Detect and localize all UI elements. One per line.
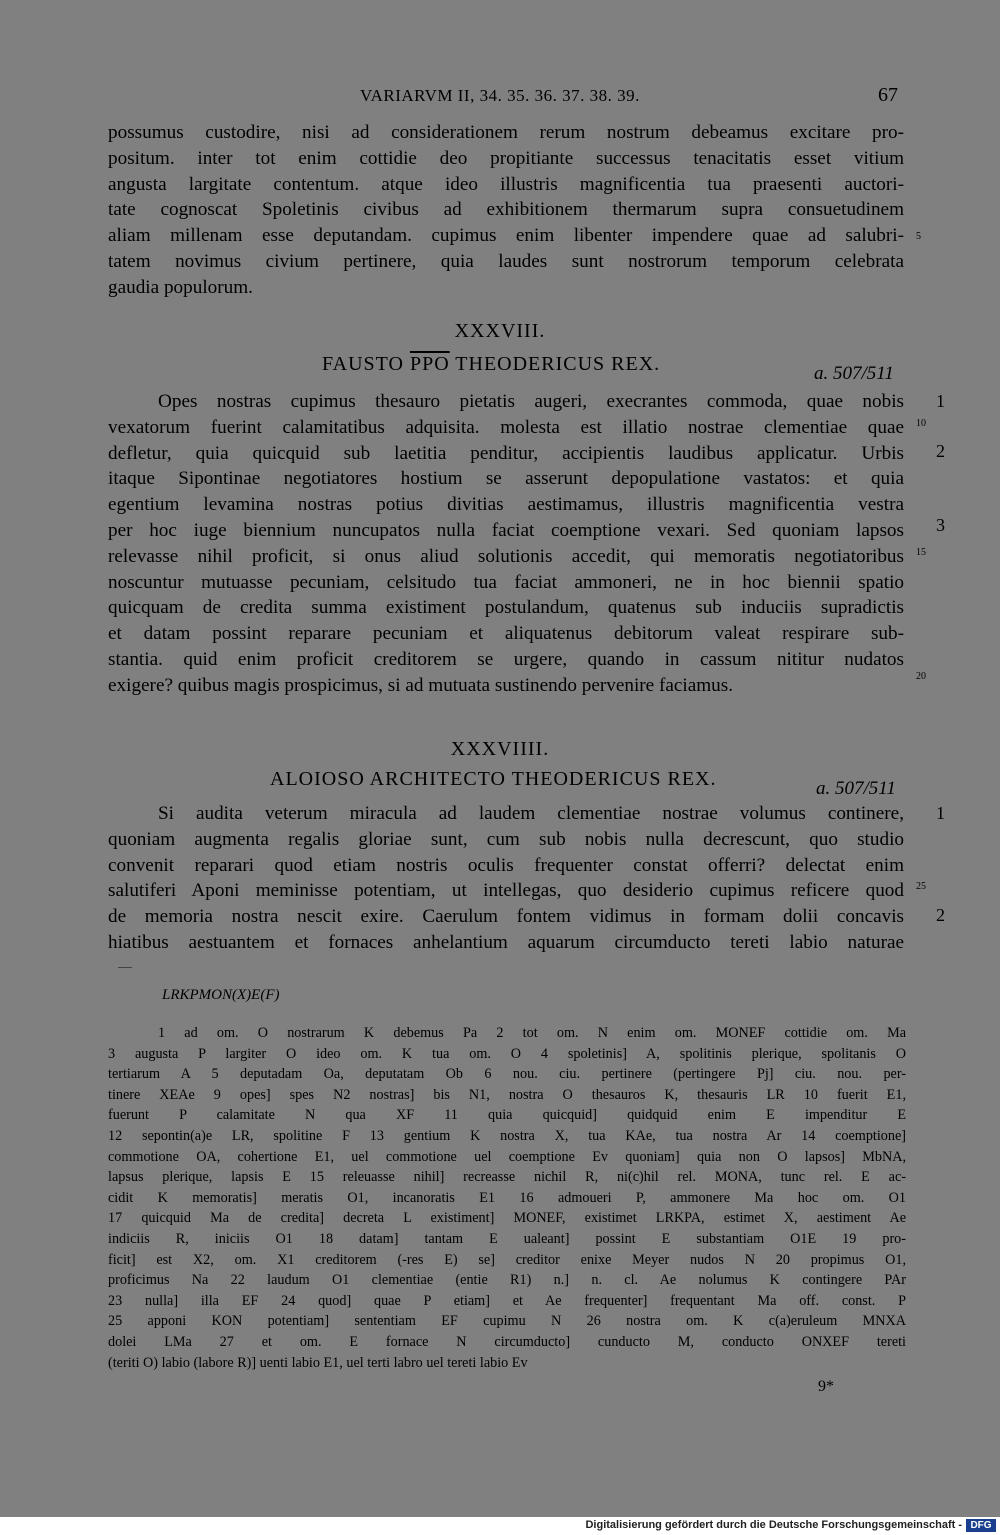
apparatus-line: 23 nulla] illa EF 24 quod] quae P etiam] et Ae frequenter] frequentant Ma off. const. P: [108, 1292, 906, 1309]
text-line: egentium levamina nostras potius divitias aestimamus, illustris magnificentia vestra: [108, 494, 904, 516]
text-line: relevasse nihil proficit, si onus aliud solutionis accedit, qui memoratis negotiatoribus: [108, 545, 904, 567]
apparatus-line: fuerunt P calamitate N qua XF 11 quia quicquid] quidquid enim E impenditur E: [108, 1107, 906, 1124]
text-line: salutiferi Aponi meminisse potentiam, ut intellegas, quo desiderio cupimus reficere quod: [108, 880, 904, 902]
apparatus-line: 25 apponi KON potentiam] sententiam EF cupimu N 26 nostra om. K c(a)eruleum MNXA: [108, 1313, 906, 1330]
line-number: 5: [916, 231, 921, 242]
text-line: defletur, quia quicquid sub laetitia penditur, accipientis laudibus applicatur. Urbis: [108, 442, 904, 464]
text-line: stantia. quid enim proficit creditorem se urgere, quando in cassum nititur nudatos: [108, 648, 904, 670]
text-line: vexatorum fuerint calamitatibus adquisita. molesta est illatio nostrae clementiae quae: [108, 416, 904, 438]
text-line: [108, 223, 904, 249]
section-38-number: XXXVIII.: [454, 320, 546, 342]
text-line: convenit reparari quod etiam nostris oculis frequenter constat offerri? delectat enim: [108, 854, 904, 876]
text-line: Opes nostras cupimus thesauro pietatis augeri, execrantes commoda, quae nobis: [158, 391, 904, 412]
section-38-date: a. 507/511: [814, 363, 894, 384]
intro-paragraph: [108, 120, 921, 301]
line-number: 20: [916, 671, 926, 682]
text-line: tate cognoscat Spoletinis civibus ad exhibitionem thermarum supra consuetudinem: [108, 199, 904, 221]
apparatus-line: indiciis R, iniciis O1 18 datam] tantam E ualeant] possint E substantiam O1E 19 pro-: [108, 1230, 906, 1247]
section-39-number: XXXVIIII.: [450, 738, 550, 760]
text-line-content: aliam millenam esse deputandam. cupimus enim libenter impendere quae ad salubri-: [108, 225, 904, 247]
apparatus-line: 1 ad om. O nostrarum K debemus Pa 2 tot om. N enim om. MONEF cottidie om. Ma: [158, 1025, 906, 1041]
running-head: VARIARVM II, 34. 35. 36. 37. 38. 39.: [360, 86, 640, 105]
apparatus-line: tinere XEAe 9 opes] spes N2 nostras] bis N1, nostra O thesauros K, thesauris LR 10 fuerit E1,: [108, 1086, 906, 1103]
apparatus-line: (teriti O) labio (labore R)] uenti labio E1, uel terti labro uel tereti labio Ev: [108, 1354, 528, 1371]
title-part: THEODERICUS REX.: [455, 353, 661, 375]
section-39-date: a. 507/511: [816, 778, 896, 799]
text-line: Si audita veterum miracula ad laudem clementiae nostrae volumus continere,: [158, 803, 904, 824]
apparatus-line: ficit] est X2, om. X1 creditorem (-res E) se] creditor enixe Meyer nudos N 20 propimus O1,: [108, 1251, 906, 1268]
apparatus-line: lapsus plerique, lapsis E 15 releuasse nihil] recreasse nichil R, ni(c)hil rel. MONA, tunc rel. E ac-: [108, 1169, 906, 1186]
dfg-footer-text: Digitalisierung gefördert durch die Deutsche Forschungsgemeinschaft -: [585, 1519, 962, 1531]
text-line: gaudia populorum.: [108, 276, 253, 298]
text-line: hiatibus aestuantem et fornaces anhelantium aquarum circumducto tereti labio naturae: [108, 931, 904, 953]
section-38-title: [322, 353, 660, 376]
title-part: FAUSTO: [322, 353, 404, 375]
apparatus-line: tertiarum A 5 deputadam Oa, deputatam Ob 6 nou. ciu. pertinere (pertingere Pj] ciu. nou. per-: [108, 1066, 906, 1083]
dfg-logo-icon: DFG: [966, 1519, 996, 1532]
sigla-line: LRKPMON(X)E(F): [162, 987, 280, 1003]
separator-rule: [118, 967, 132, 968]
signature-mark: 9*: [818, 1378, 834, 1395]
text-line: de memoria nostra nescit exire. Caerulum fontem vidimus in formam dolii concavis: [108, 906, 904, 928]
page-number: 67: [878, 84, 898, 106]
text-line: possumus custodire, nisi ad considerationem rerum nostrum debeamus excitare pro-: [108, 122, 904, 143]
text-line: noscuntur mutuasse pecuniam, celsitudo tua faciat ammoneri, ne in hoc biennii spatio: [108, 571, 904, 593]
apparatus-line: proficimus Na 22 laudum O1 clementiae (entie R1) n.] n. cl. Ae nolumus K contingere PAr: [108, 1272, 906, 1289]
apparatus-line: cidit K memoratis] meratis O1, incanoratis E1 16 admoueri P, ammonere Ma hoc om. O1: [108, 1189, 906, 1206]
text-line: tatem novimus civium pertinere, quia laudes sunt nostrorum temporum celebrata: [108, 250, 904, 272]
apparatus-line: 17 quicquid Ma de credita] decreta L existiment] MONEF, existimet LRKPA, estimet X, aestiment Ae: [108, 1210, 906, 1227]
line-number: 25: [916, 881, 926, 892]
apparatus-line: commotione OA, cohertione E1, uel commotione uel coemptione Ev quoniam] quia non O lapsos] MbNA,: [108, 1148, 906, 1165]
paragraph-number: 2: [936, 441, 945, 461]
paragraph-number: 2: [936, 905, 945, 925]
paragraph-number: 1: [936, 391, 945, 411]
dfg-footer: [0, 1517, 1000, 1535]
text-line: positum. inter tot enim cottidie deo propitiante successus tenacitatis esset vitium: [108, 147, 904, 169]
paragraph-number: 1: [936, 803, 945, 823]
paragraph-number: 3: [936, 515, 945, 535]
text-line: et datam possint reparare pecuniam et aliquatenus debitorum valeat respirare sub-: [108, 623, 904, 645]
title-ppo: $\overline{PPO}$: [409, 353, 450, 375]
text-line: angusta largitate contentum. atque ideo illustris magnificentia tua praesenti auctori-: [108, 173, 904, 195]
text-line: per hoc iuge biennium nuncupatos nulla faciat coemptione vexari. Sed quoniam lapsos: [108, 519, 904, 541]
line-number: 15: [916, 547, 926, 558]
text-line: quoniam augmenta regalis gloriae sunt, cum sub nobis nulla decrescunt, quo studio: [108, 828, 904, 850]
section-38-text: [108, 389, 945, 699]
line-number: 10: [916, 418, 926, 429]
section-39-text: [108, 801, 945, 956]
text-line: itaque Sipontinae negotiatores hostium se asserunt depopulatione vastatos: et quia: [108, 468, 904, 490]
apparatus-line: 12 sepontin(a)e LR, spolitine F 13 gentium K nostra X, tua KAe, tua nostra Ar 14 coemptione]: [108, 1127, 906, 1144]
apparatus-line: 3 augusta P largiter O ideo om. K tua om. O 4 spoletinis] A, spolitinis plerique, spolitanis O: [108, 1045, 906, 1062]
text-line: exigere? quibus magis prospicimus, si ad mutuata sustinendo pervenire faciamus.: [108, 674, 734, 696]
apparatus-line: dolei LMa 27 et om. E fornace N circumducto] cunducto M, conducto ONXEF tereti: [108, 1333, 906, 1350]
section-39-title: ALOIOSO ARCHITECTO THEODERICUS REX.: [270, 768, 717, 790]
text-line: quicquam de credita summa existiment postulandum, quatenus sub induciis supradictis: [108, 597, 904, 619]
critical-apparatus: [108, 1023, 906, 1373]
